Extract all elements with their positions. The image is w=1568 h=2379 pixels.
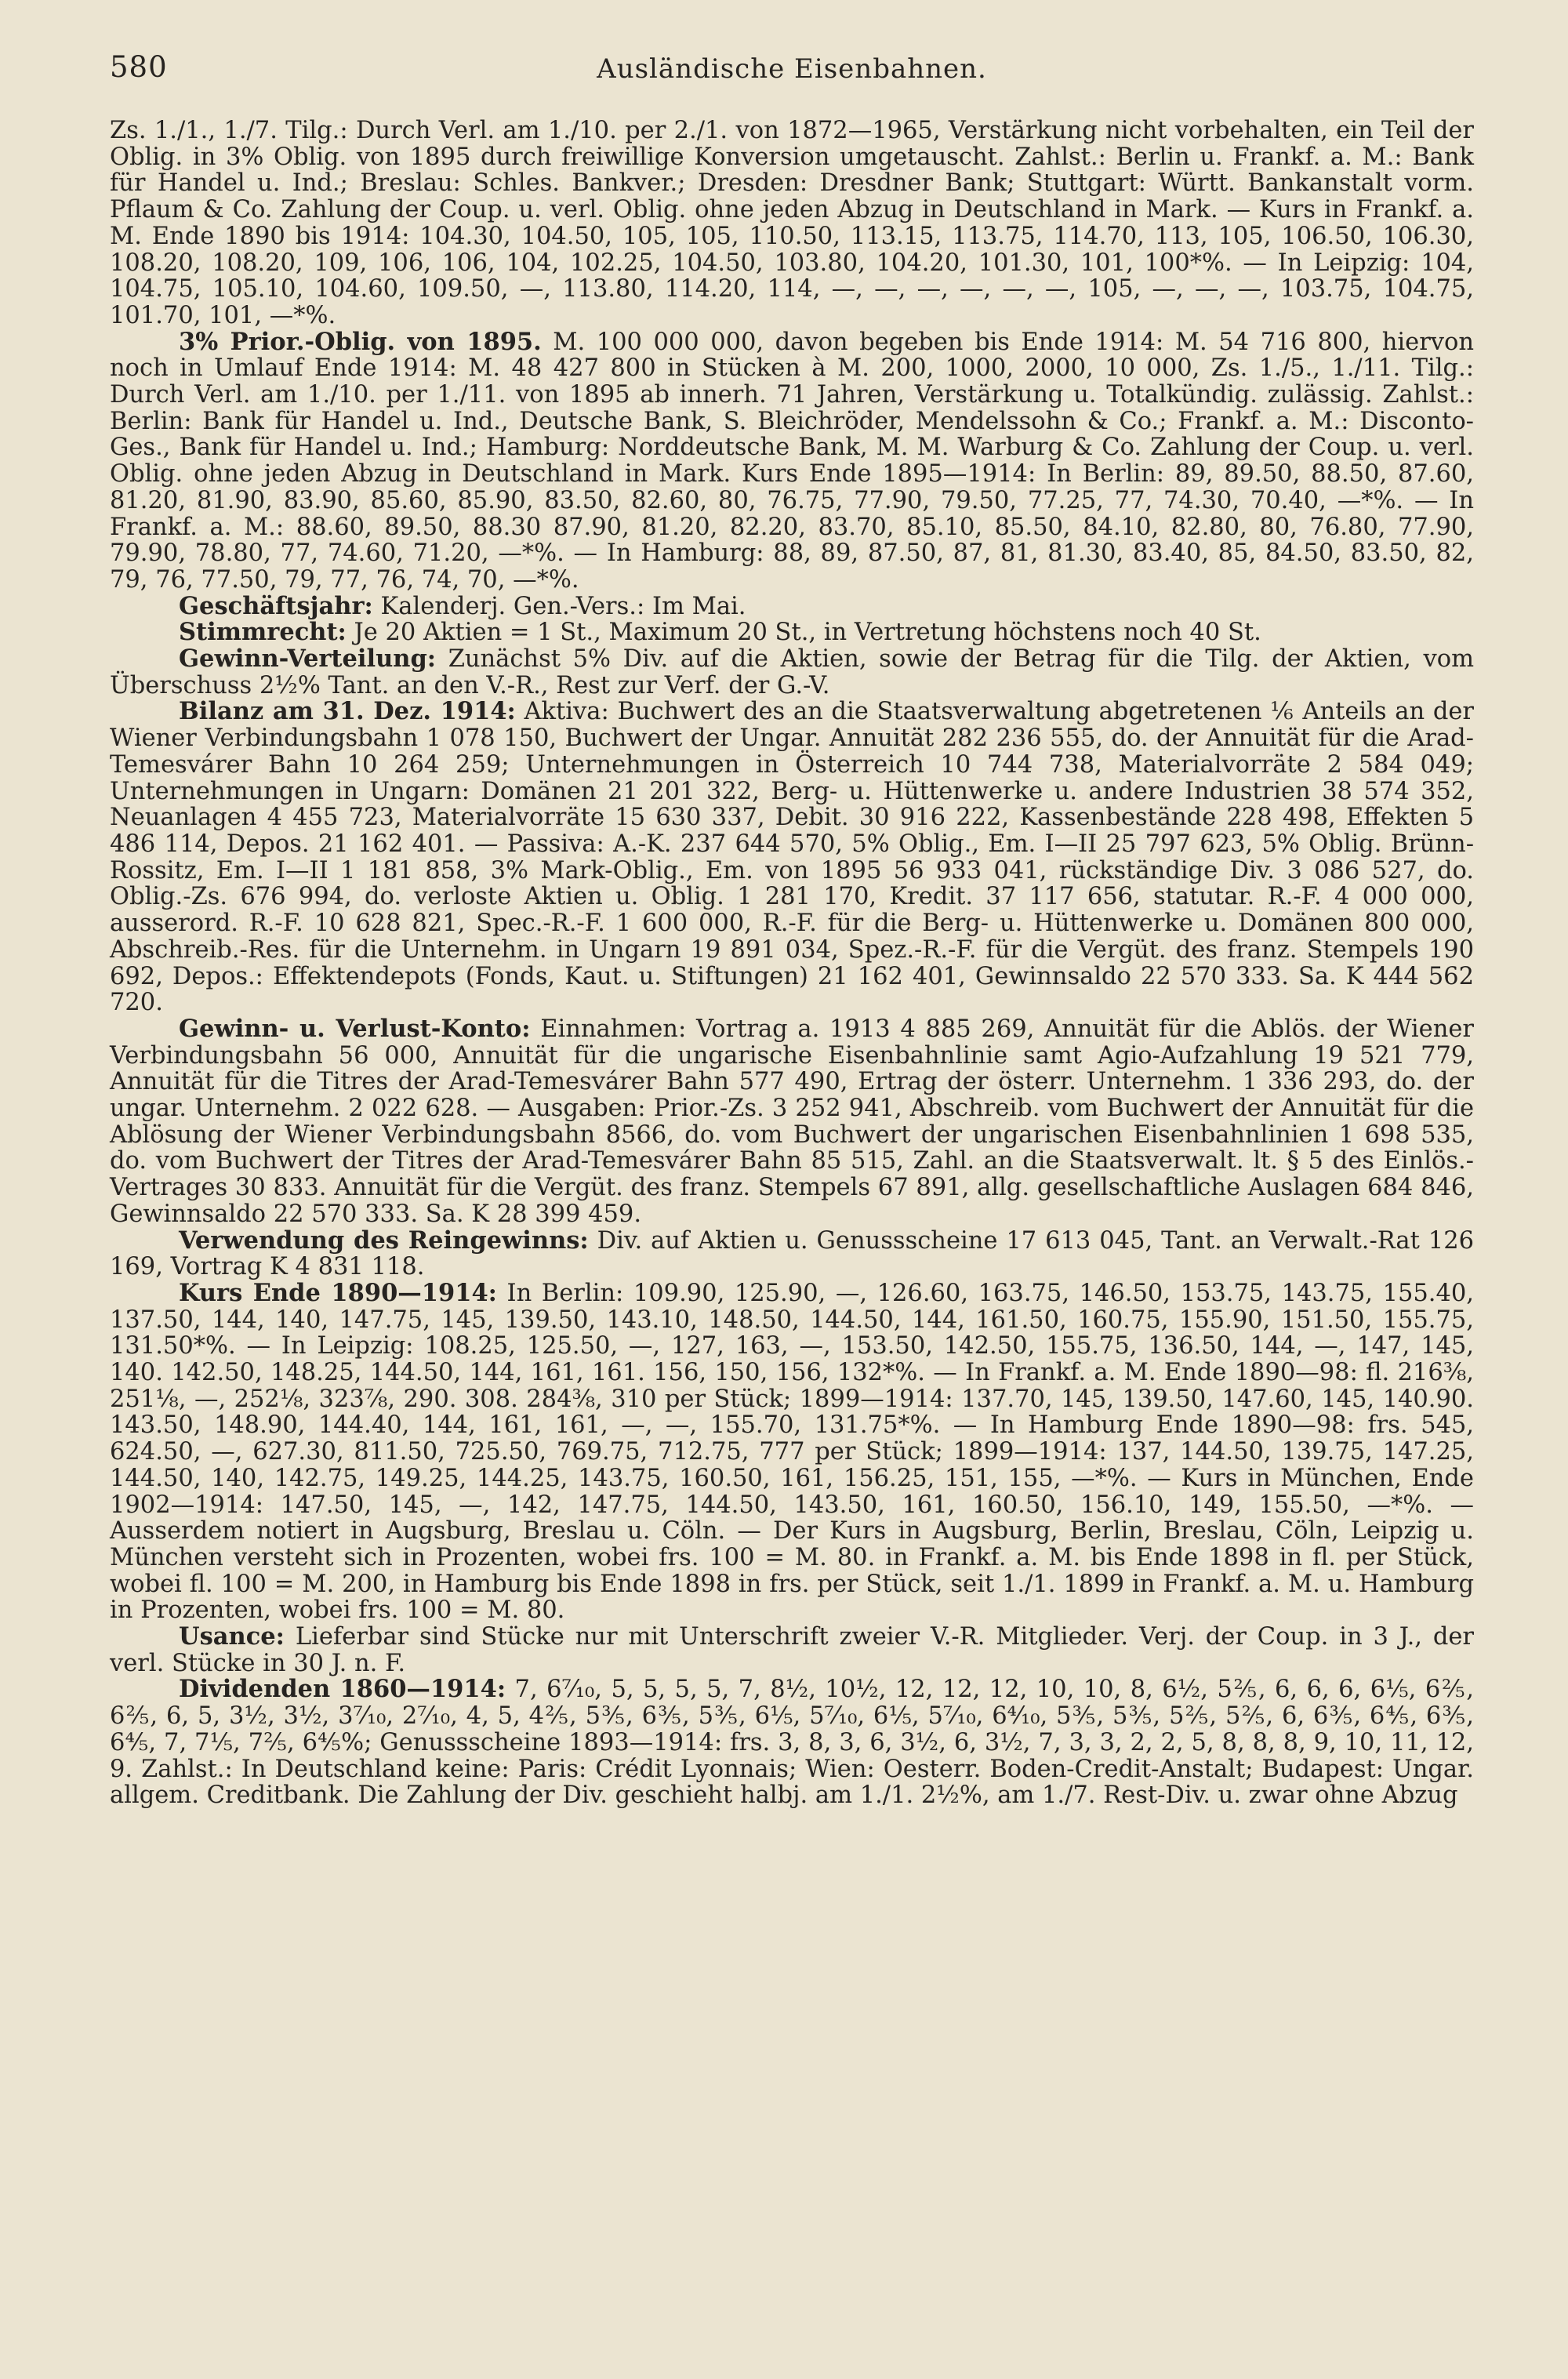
paragraph-text: Zunächst 5% Div. auf die Aktien, sowie der Betrag für die Tilg. der Aktien, vom Überschuss 2½% Tant. an den V.-R., Rest zur Verf. der G.-V. xyxy=(110,645,1474,699)
paragraph-text: In Berlin: 109.90, 125.90, —, 126.60, 163.75, 146.50, 153.75, 143.75, 155.40, 137.50, 144, 140, 147.75, 145, 139.50, 143.10, 148.50, 144.50, 144, 161.50, 160.75, 155.90, 151.50, 155.75, 131.50*%. — In Leipzig: 108.25, 125.50, —, 127, 163, —, 153.50, 142.50, 155.75, 136.50, 144, —, 147, 145, 140. 142.50, 148.25, 144.50, 144, 161, 161. 156, 150, 156, 132*%. — In Frankf. a. M. Ende 1890—98: fl. 216⅜, 251⅛, —, 252⅛, 323⅞, 290. 308. 284⅜, 310 per Stück; 1899—1914: 137.70, 145, 139.50, 147.60, 145, 140.90. 143.50, 148.90, 144.40, 144, 161, 161, —, —, 155.70, 131.75*%. — In Hamburg Ende 1890—98: frs. 545, 624.50, —, 627.30, 811.50, 725.50, 769.75, 712.75, 777 per Stück; 1899—1914: 137, 144.50, 139.75, 147.25, 144.50, 140, 142.75, 149.25, 144.25, 143.75, 160.50, 161, 156.25, 151, 155, —*%. — Kurs in München, Ende 1902—1914: 147.50, 145, —, 142, 147.75, 144.50, 143.50, 161, 160.50, 156.10, 149, 155.50, —*%. — Ausserdem notiert in Augsburg, Breslau u. Cöln. — Der Kurs in Augsburg, Berlin, Breslau, Cöln, Leipzig u. München versteht sich in Prozenten, wobei frs. 100 = M. 80. in Frankf. a. M. bis Ende 1898 in fl. per Stück, wobei fl. 100 = M. 200, in Hamburg bis Ende 1898 in frs. per Stück, seit 1./1. 1899 in Frankf. a. M. u. Hamburg in Prozenten, wobei frs. 100 = M. 80. xyxy=(110,1279,1474,1625)
paragraph-reingewinn xyxy=(110,1228,1474,1280)
paragraph-text: Zs. 1./1., 1./7. Tilg.: Durch Verl. am 1./10. per 2./1. von 1872—1965, Verstärkung nicht vorbehalten, ein Teil der Oblig. in 3% Oblig. von 1895 durch freiwillige Konversion umgetauscht. Zahlst.: Berlin u. Frankf. a. M.: Bank für Handel u. Ind.; Breslau: Schles. Bankver.; Dresden: Dresdner Bank; Stuttgart: Württ. Bankanstalt vorm. Pflaum & Co. Zahlung der Coup. u. verl. Oblig. ohne jeden Abzug in Deutschland in Mark. — Kurs in Frankf. a. M. Ende 1890 bis 1914: 104.30, 104.50, 105, 105, 110.50, 113.15, 113.75, 114.70, 113, 105, 106.50, 106.30, 108.20, 108.20, 109, 106, 106, 104, 102.25, 104.50, 103.80, 104.20, 101.30, 101, 100*%. — In Leipzig: 104, 104.75, 105.10, 104.60, 109.50, —, 113.80, 114.20, 114, —, —, —, —, —, —, 105, —, —, —, 103.75, 104.75, 101.70, 101, —*%. xyxy=(110,117,1474,329)
paragraph-label: 3% Prior.-Oblig. von 1895. xyxy=(179,327,542,356)
paragraph-text: Kalenderj. Gen.-Vers.: Im Mai. xyxy=(380,592,746,620)
paragraph-label: Bilanz am 31. Dez. 1914: xyxy=(179,697,516,726)
paragraph-text: Aktiva: Buchwert des an die Staatsverwaltung abgetretenen ⅙ Anteils an der Wiener Verbindungsbahn 1 078 150, Buchwert der Ungar. Annuität 282 236 555, do. der Annuität für die Arad-Temesvárer Bahn 10 264 259; Unternehmungen in Österreich 10 744 738, Materialvorräte 2 584 049; Unternehmungen in Ungarn: Domänen 21 201 322, Berg- u. Hüttenwerke u. andere Industrien 38 574 352, Neuanlagen 4 455 723, Materialvorräte 15 630 337, Debit. 30 916 222, Kassenbestände 228 498, Effekten 5 486 114, Depos. 21 162 401. — Passiva: A.-K. 237 644 570, 5% Oblig., Em. I—II 25 797 623, 5% Oblig. Brünn-Rossitz, Em. I—II 1 181 858, 3% Mark-Oblig., Em. von 1895 56 933 041, rückständige Div. 3 086 527, do. Oblig.-Zs. 676 994, do. verloste Aktien u. Oblig. 1 281 170, Kredit. 37 117 656, statutar. R.-F. 4 000 000, ausserord. R.-F. 10 628 821, Spec.-R.-F. 1 600 000, R.-F. für die Berg- u. Hüttenwerke u. Domänen 800 000, Abschreib.-Res. für die Unternehm. in Ungarn 19 891 034, Spez.-R.-F. für die Vergüt. des franz. Stempels 190 692, Depos.: Effektendepots (Fonds, Kaut. u. Stiftungen) 21 162 401, Gewinnsaldo 22 570 333. Sa. K 444 562 720. xyxy=(110,698,1474,1017)
page-header xyxy=(110,50,1474,97)
paragraph-text: 7, 6⁷⁄₁₀, 5, 5, 5, 5, 7, 8½, 10½, 12, 12, 12, 10, 10, 8, 6½, 5⅖, 6, 6, 6, 6⅕, 6⅖, 6⅖, 6, 5, 3½, 3½, 3⁷⁄₁₀, 2⁷⁄₁₀, 4, 5, 4⅖, 5⅗, 6⅗, 5⅗, 6⅕, 5⁷⁄₁₀, 6⅕, 5⁷⁄₁₀, 6⁴⁄₁₀, 5⅗, 5⅗, 5⅖, 5⅖, 6, 6⅗, 6⅘, 6⅗, 6⅘, 7, 7⅕, 7⅖, 6⅘%; Genussscheine 1893—1914: frs. 3, 8, 3, 6, 3½, 6, 3½, 7, 3, 3, 2, 2, 5, 8, 8, 8, 9, 10, 11, 12, 9. Zahlst.: In Deutschland keine: Paris: Crédit Lyonnais; Wien: Oesterr. Boden-Credit-Anstalt; Budapest: Ungar. allgem. Creditbank. Die Zahlung der Div. geschieht halbj. am 1./1. 2½%, am 1./7. Rest-Div. u. zwar ohne Abzug xyxy=(110,1676,1475,1810)
paragraph-label: Geschäftsjahr: xyxy=(179,591,373,620)
paragraph-dividenden xyxy=(110,1676,1474,1809)
paragraph-text: Einnahmen: Vortrag a. 1913 4 885 269, Annuität für die Ablös. der Wiener Verbindungsbahn 56 000, Annuität für die ungarische Eisenbahnlinie samt Agio-Aufzahlung 19 521 779, Annuität für die Titres der Arad-Temesvárer Bahn 577 490, Ertrag der österr. Unternehm. 1 336 293, do. der ungar. Unternehm. 2 022 628. — Ausgaben: Prior.-Zs. 3 252 941, Abschreib. vom Buchwert der Annuität für die Ablösung der Wiener Verbindungsbahn 8566, do. vom Buchwert der ungarischen Eisenbahnlinien 1 698 535, do. vom Buchwert der Titres der Arad-Temesvárer Bahn 85 515, Zahl. an die Staatsverwalt. lt. § 5 des Einlös.-Vertrages 30 833. Annuität für die Vergüt. des franz. Stempels 67 891, allg. gesellschaftliche Auslagen 684 846, Gewinnsaldo 22 570 333. Sa. K 28 399 459. xyxy=(110,1015,1474,1228)
paragraph-label: Usance: xyxy=(179,1622,285,1651)
paragraph-kurs xyxy=(110,1280,1474,1624)
paragraph-label: Gewinn-Verteilung: xyxy=(179,645,437,674)
paragraph-text: Div. auf Aktien u. Genussscheine 17 613 045, Tant. an Verwalt.-Rat 126 169, Vortrag K 4 831 118. xyxy=(110,1226,1475,1281)
paragraph-text: M. 100 000 000, davon begeben bis Ende 1914: M. 54 716 800, hiervon noch in Umlauf Ende 1914: M. 48 427 800 in Stücken à M. 200, 1000, 2000, 10 000, Zs. 1./5., 1./11. Tilg.: Durch Verl. am 1./10. per 1./11. von 1895 ab innerh. 71 Jahren, Verstärkung u. Totalkündig. zulässig. Zahlst.: Berlin: Bank für Handel u. Ind., Deutsche Bank, S. Bleichröder, Mendelssohn & Co.; Frankf. a. M.: Disconto-Ges., Bank für Handel u. Ind.; Hamburg: Norddeutsche Bank, M. M. Warburg & Co. Zahlung der Coup. u. verl. Oblig. ohne jeden Abzug in Deutschland in Mark. Kurs Ende 1895—1914: In Berlin: 89, 89.50, 88.50, 87.60, 81.20, 81.90, 83.90, 85.60, 85.90, 83.50, 82.60, 80, 76.75, 77.90, 79.50, 77.25, 77, 74.30, 70.40, —*%. — In Frankf. a. M.: 88.60, 89.50, 88.30 87.90, 81.20, 82.20, 83.70, 85.10, 85.50, 84.10, 82.80, 80, 76.80, 77.90, 79.90, 78.80, 77, 74.60, 71.20, —*%. — In Hamburg: 88, 89, 87.50, 87, 81, 81.30, 83.40, 85, 84.50, 83.50, 82, 79, 76, 77.50, 79, 77, 76, 74, 70, —*%. xyxy=(110,328,1475,594)
paragraph-text: Je 20 Aktien = 1 St., Maximum 20 St., in Vertretung höchstens noch 40 St. xyxy=(354,619,1261,647)
paragraph-label: Stimmrecht: xyxy=(179,618,347,647)
paragraph-stimmrecht xyxy=(110,619,1474,646)
paragraph-gewinn-verteilung xyxy=(110,646,1474,699)
text-column xyxy=(110,118,1474,1809)
paragraph-label: Verwendung des Reingewinns: xyxy=(179,1226,589,1255)
page-number: 580 xyxy=(110,50,168,84)
paragraph-gewinn-verlust xyxy=(110,1016,1474,1228)
running-title: Ausländische Eisenbahnen. xyxy=(597,53,987,85)
paragraph-oblig-terms xyxy=(110,118,1474,329)
paragraph-text: Lieferbar sind Stücke nur mit Unterschrift zweier V.-R. Mitglieder. Verj. der Coup. in 3 J., der verl. Stücke in 30 J. n. F. xyxy=(110,1623,1474,1677)
paragraph-label: Dividenden 1860—1914: xyxy=(179,1675,506,1704)
paragraph-geschaeftsjahr xyxy=(110,591,1474,620)
paragraph-prior-oblig xyxy=(110,329,1474,594)
paragraph-bilanz xyxy=(110,699,1474,1015)
paragraph-label: Kurs Ende 1890—1914: xyxy=(179,1278,497,1307)
paragraph-usance xyxy=(110,1624,1474,1676)
paragraph-label: Gewinn- u. Verlust-Konto: xyxy=(179,1014,531,1043)
